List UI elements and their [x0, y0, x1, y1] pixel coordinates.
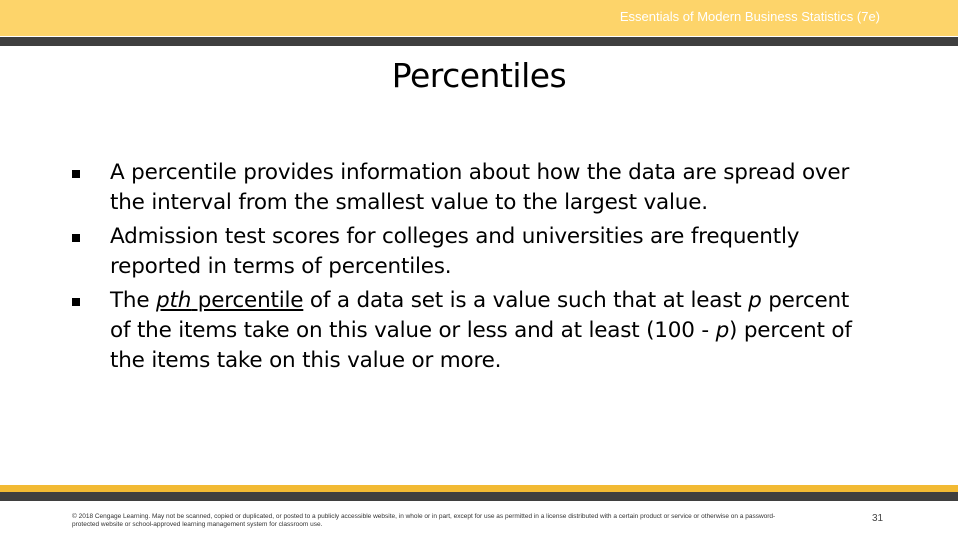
bullet-text: A percentile provides information about how the data are spread over the interval from the smallest value to the largest value.: [110, 160, 850, 215]
bullet-text: Admission test scores for colleges and universities are frequently reported in terms of percentiles.: [110, 224, 800, 279]
bullet-text: [110, 288, 852, 373]
percentile-term-rest: percentile: [191, 288, 304, 313]
bullet-text-part: ) percent of the items take on this value or more.: [110, 318, 852, 373]
square-bullet-icon: [72, 298, 80, 306]
slide-title: Percentiles: [391, 56, 567, 95]
book-title: Essentials of Modern Business Statistics (7e): [619, 9, 880, 24]
square-bullet-icon: [72, 170, 80, 178]
bullet-text-part: percent of the items take on this value or less and at least (100 -: [110, 288, 850, 343]
bullet-item: [72, 158, 872, 218]
bullet-list: [72, 158, 872, 380]
percentile-term-italic: pth: [156, 288, 192, 313]
variable-p: p: [715, 318, 730, 343]
percentile-term: [156, 288, 303, 313]
footer-gold-band: [0, 485, 958, 492]
header-band: [0, 0, 958, 36]
footer-rule: [0, 492, 958, 501]
bullet-item: [72, 222, 872, 282]
variable-p: p: [748, 288, 762, 313]
copyright-notice: © 2018 Cengage Learning. May not be scanned, copied or duplicated, or posted to a publicly accessible website, in whole or in part, except for use as permitted in a license distributed with a certain product or service or otherwise on a password-protected website or school-approved learning management system for classroom use.: [72, 513, 776, 528]
square-bullet-icon: [72, 234, 80, 242]
bullet-text-part: The: [110, 288, 157, 313]
header-rule: [0, 37, 958, 46]
bullet-text-part: of a data set is a value such that at least: [303, 288, 749, 313]
page-number: 31: [872, 513, 884, 524]
bullet-item: [72, 286, 872, 376]
